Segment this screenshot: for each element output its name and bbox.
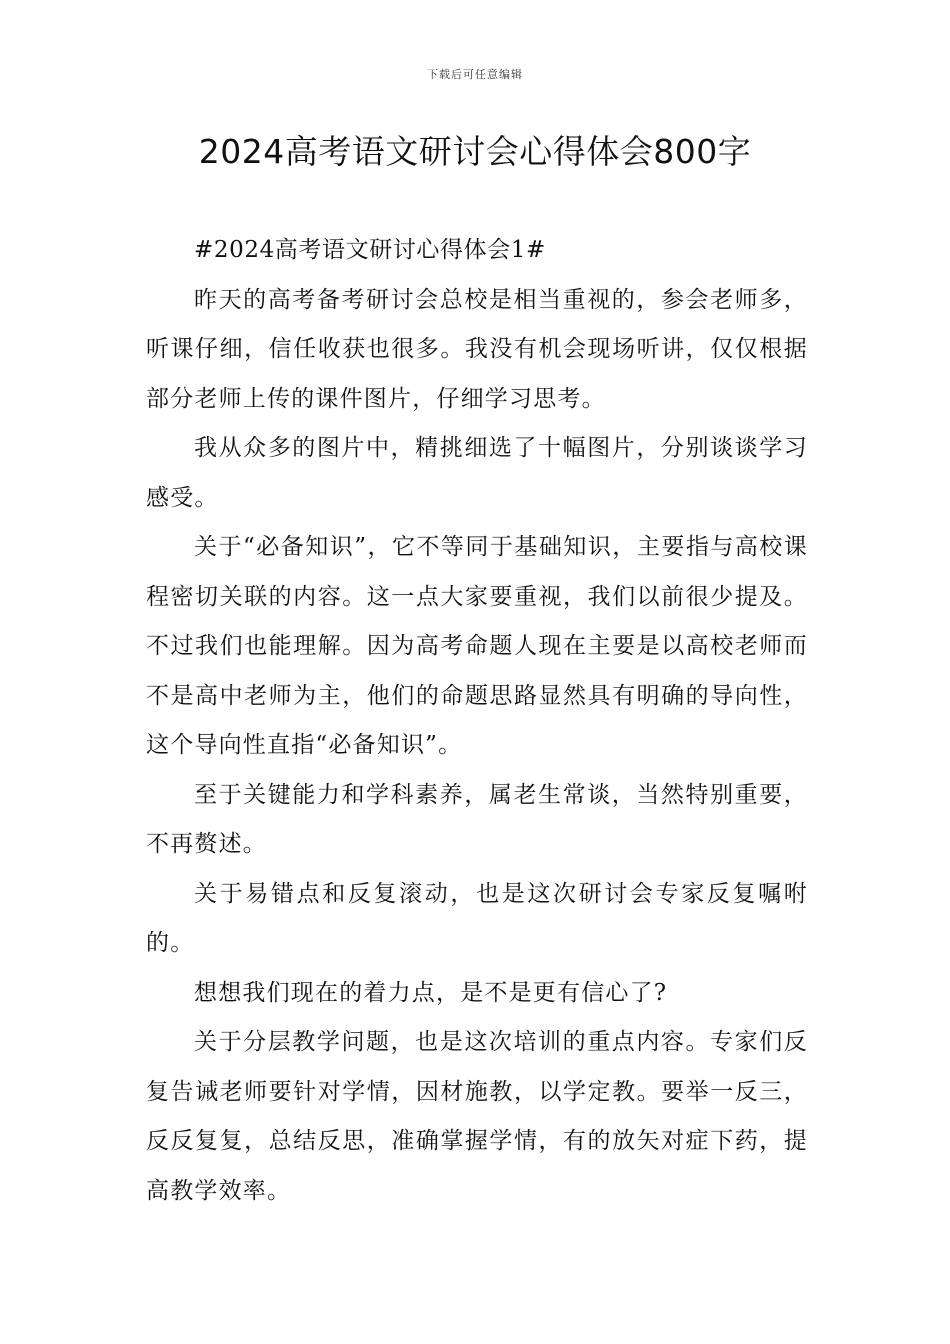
document-body	[146, 226, 808, 1216]
paragraph: 关于“必备知识”，它不等同于基础知识，主要指与高校课程密切关联的内容。这一点大家要重视，我们以前很少提及。不过我们也能理解。因为高考命题人现在主要是以高校老师而不是高中老师为主，他们的命题思路显然具有明确的导向性，这个导向性直指“必备知识”。	[146, 534, 808, 758]
paragraph: 关于易错点和反复滚动，也是这次研讨会专家反复嘱咐的。	[146, 880, 808, 956]
paragraph: 我从众多的图片中，精挑细选了十幅图片，分别谈谈学习感受。	[146, 435, 808, 511]
paragraph: 至于关键能力和学科素养，属老生常谈，当然特别重要，不再赘述。	[146, 781, 808, 857]
section-heading: #2024高考语文研讨心得体会1#	[194, 237, 546, 263]
paragraph: 想想我们现在的着力点，是不是更有信心了?	[194, 979, 668, 1006]
paragraph: 昨天的高考备考研讨会总校是相当重视的，参会老师多，听课仔细，信任收获也很多。我没有机会现场听讲，仅仅根据部分老师上传的课件图片，仔细学习思考。	[146, 286, 808, 412]
header-note: 下载后可任意编辑	[427, 68, 523, 81]
paragraph: 关于分层教学问题，也是这次培训的重点内容。专家们反复告诫老师要针对学情，因材施教，以学定教。要举一反三，反反复复，总结反思，准确掌握学情，有的放矢对症下药，提高教学效率。	[146, 1029, 808, 1204]
document-title: 2024高考语文研讨会心得体会800字	[198, 132, 752, 171]
